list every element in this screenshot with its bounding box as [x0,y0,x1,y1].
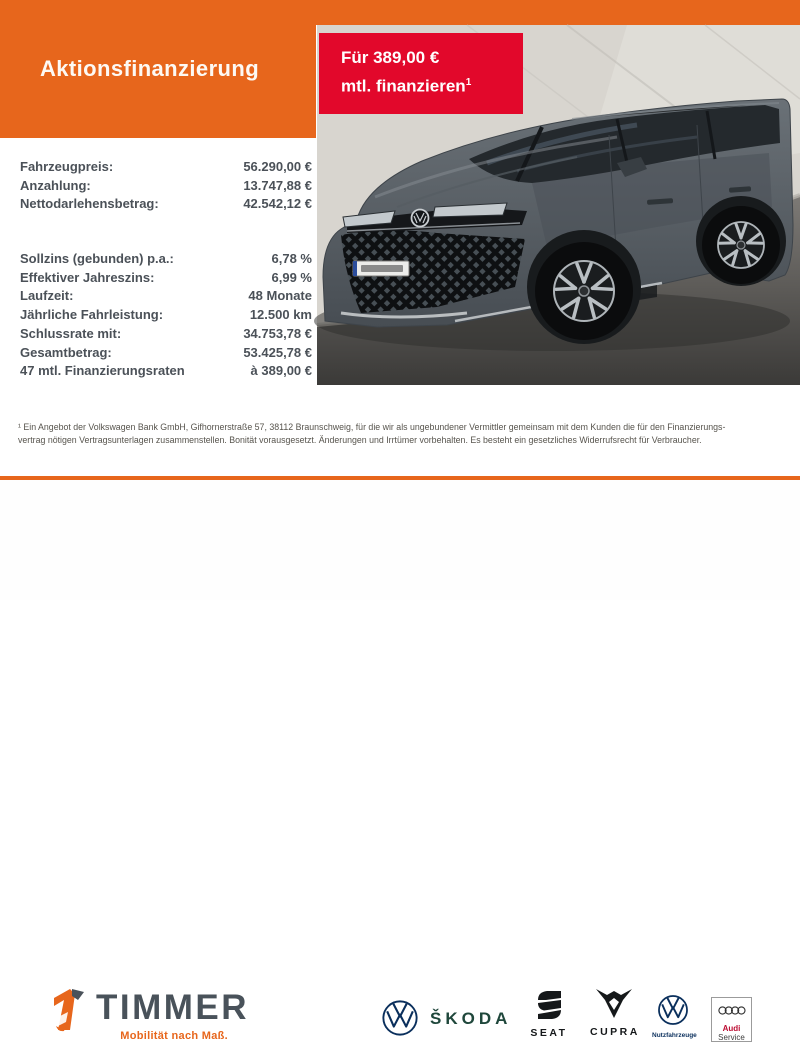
seat-logo [527,989,571,1039]
vw-commercial-wordmark: Nutzfahrzeuge [652,1032,697,1039]
license-plate [353,261,409,276]
table-row: Nettodarlehensbetrag: 42.542,12 € [20,196,312,212]
dealer-tagline: Mobilität nach Maß. [120,1030,228,1042]
rear-wheel [702,206,780,284]
table-row: Anzahlung: 13.747,88 € [20,177,312,193]
skoda-wordmark: ŠKODA [430,1009,512,1028]
vw-nutzfahrzeuge-logo [652,994,697,1039]
dealer-name: TIMMER [96,988,250,1027]
cupra-logo [590,988,638,1038]
table-row: Sollzins (gebunden) p.a.: 6,78 % [20,251,312,267]
audi-service-label: Service [718,1033,745,1042]
vw-nutzfahrzeuge-logo-icon [657,994,689,1026]
price-banner [319,33,523,114]
seat-wordmark: SEAT [530,1027,568,1039]
disclaimer-line2: vertrag nötigen Vertragsunterlagen zusammenstellen. Bonität vorausgesetzt. Änderungen und Irrtümer vorbehalten. Es besteht ein gesetzliches Widerrufsrecht für Verbraucher. [18,434,702,445]
vw-logo-icon [381,999,419,1037]
table-spacer [20,214,312,250]
table-row: Gesamtbetrag: 53.425,78 € [20,344,312,360]
cupra-wordmark: CUPRA [590,1026,640,1038]
audi-service-logo [711,997,752,1042]
audi-wordmark: Audi [722,1024,741,1033]
dealer-logo-icon [48,986,90,1032]
dealer-logo [48,986,250,1042]
front-wheel [535,242,633,340]
banner-line2: mtl. finanzieren$^1$ [341,76,472,96]
table-row: Schlussrate mit: 34.753,78 € [20,325,312,341]
header-block [0,0,316,138]
audi-rings-icon [718,1006,746,1015]
brand-logo-bar [0,480,800,1042]
disclaimer-line1: ¹ Ein Angebot der Volkswagen Bank GmbH, Gifhornerstraße 57, 38112 Braunschweig, für die wir als ungebundener Vermittler gemeinsam mit dem Kunden die für den Finanzierungs- [18,422,726,432]
vw-grille-emblem-icon [412,210,429,227]
table-row: Fahrzeugpreis: 56.290,00 € [20,159,312,174]
table-row: Laufzeit: 48 Monate [20,288,312,304]
banner-line1: Für 389,00 € [341,48,440,67]
seat-logo-icon [534,989,564,1021]
table-row: Effektiver Jahreszins: 6,99 % [20,269,312,285]
table-row: 47 mtl. Finanzierungsraten à 389,00 € [20,363,312,379]
cupra-logo-icon [594,988,634,1020]
legal-disclaimer [18,421,784,446]
footnote-mark: 1 [465,77,472,88]
page-title: Aktionsfinanzierung [40,56,260,81]
finance-table [20,158,312,381]
table-row: Jährliche Fahrleistung: 12.500 km [20,307,312,323]
